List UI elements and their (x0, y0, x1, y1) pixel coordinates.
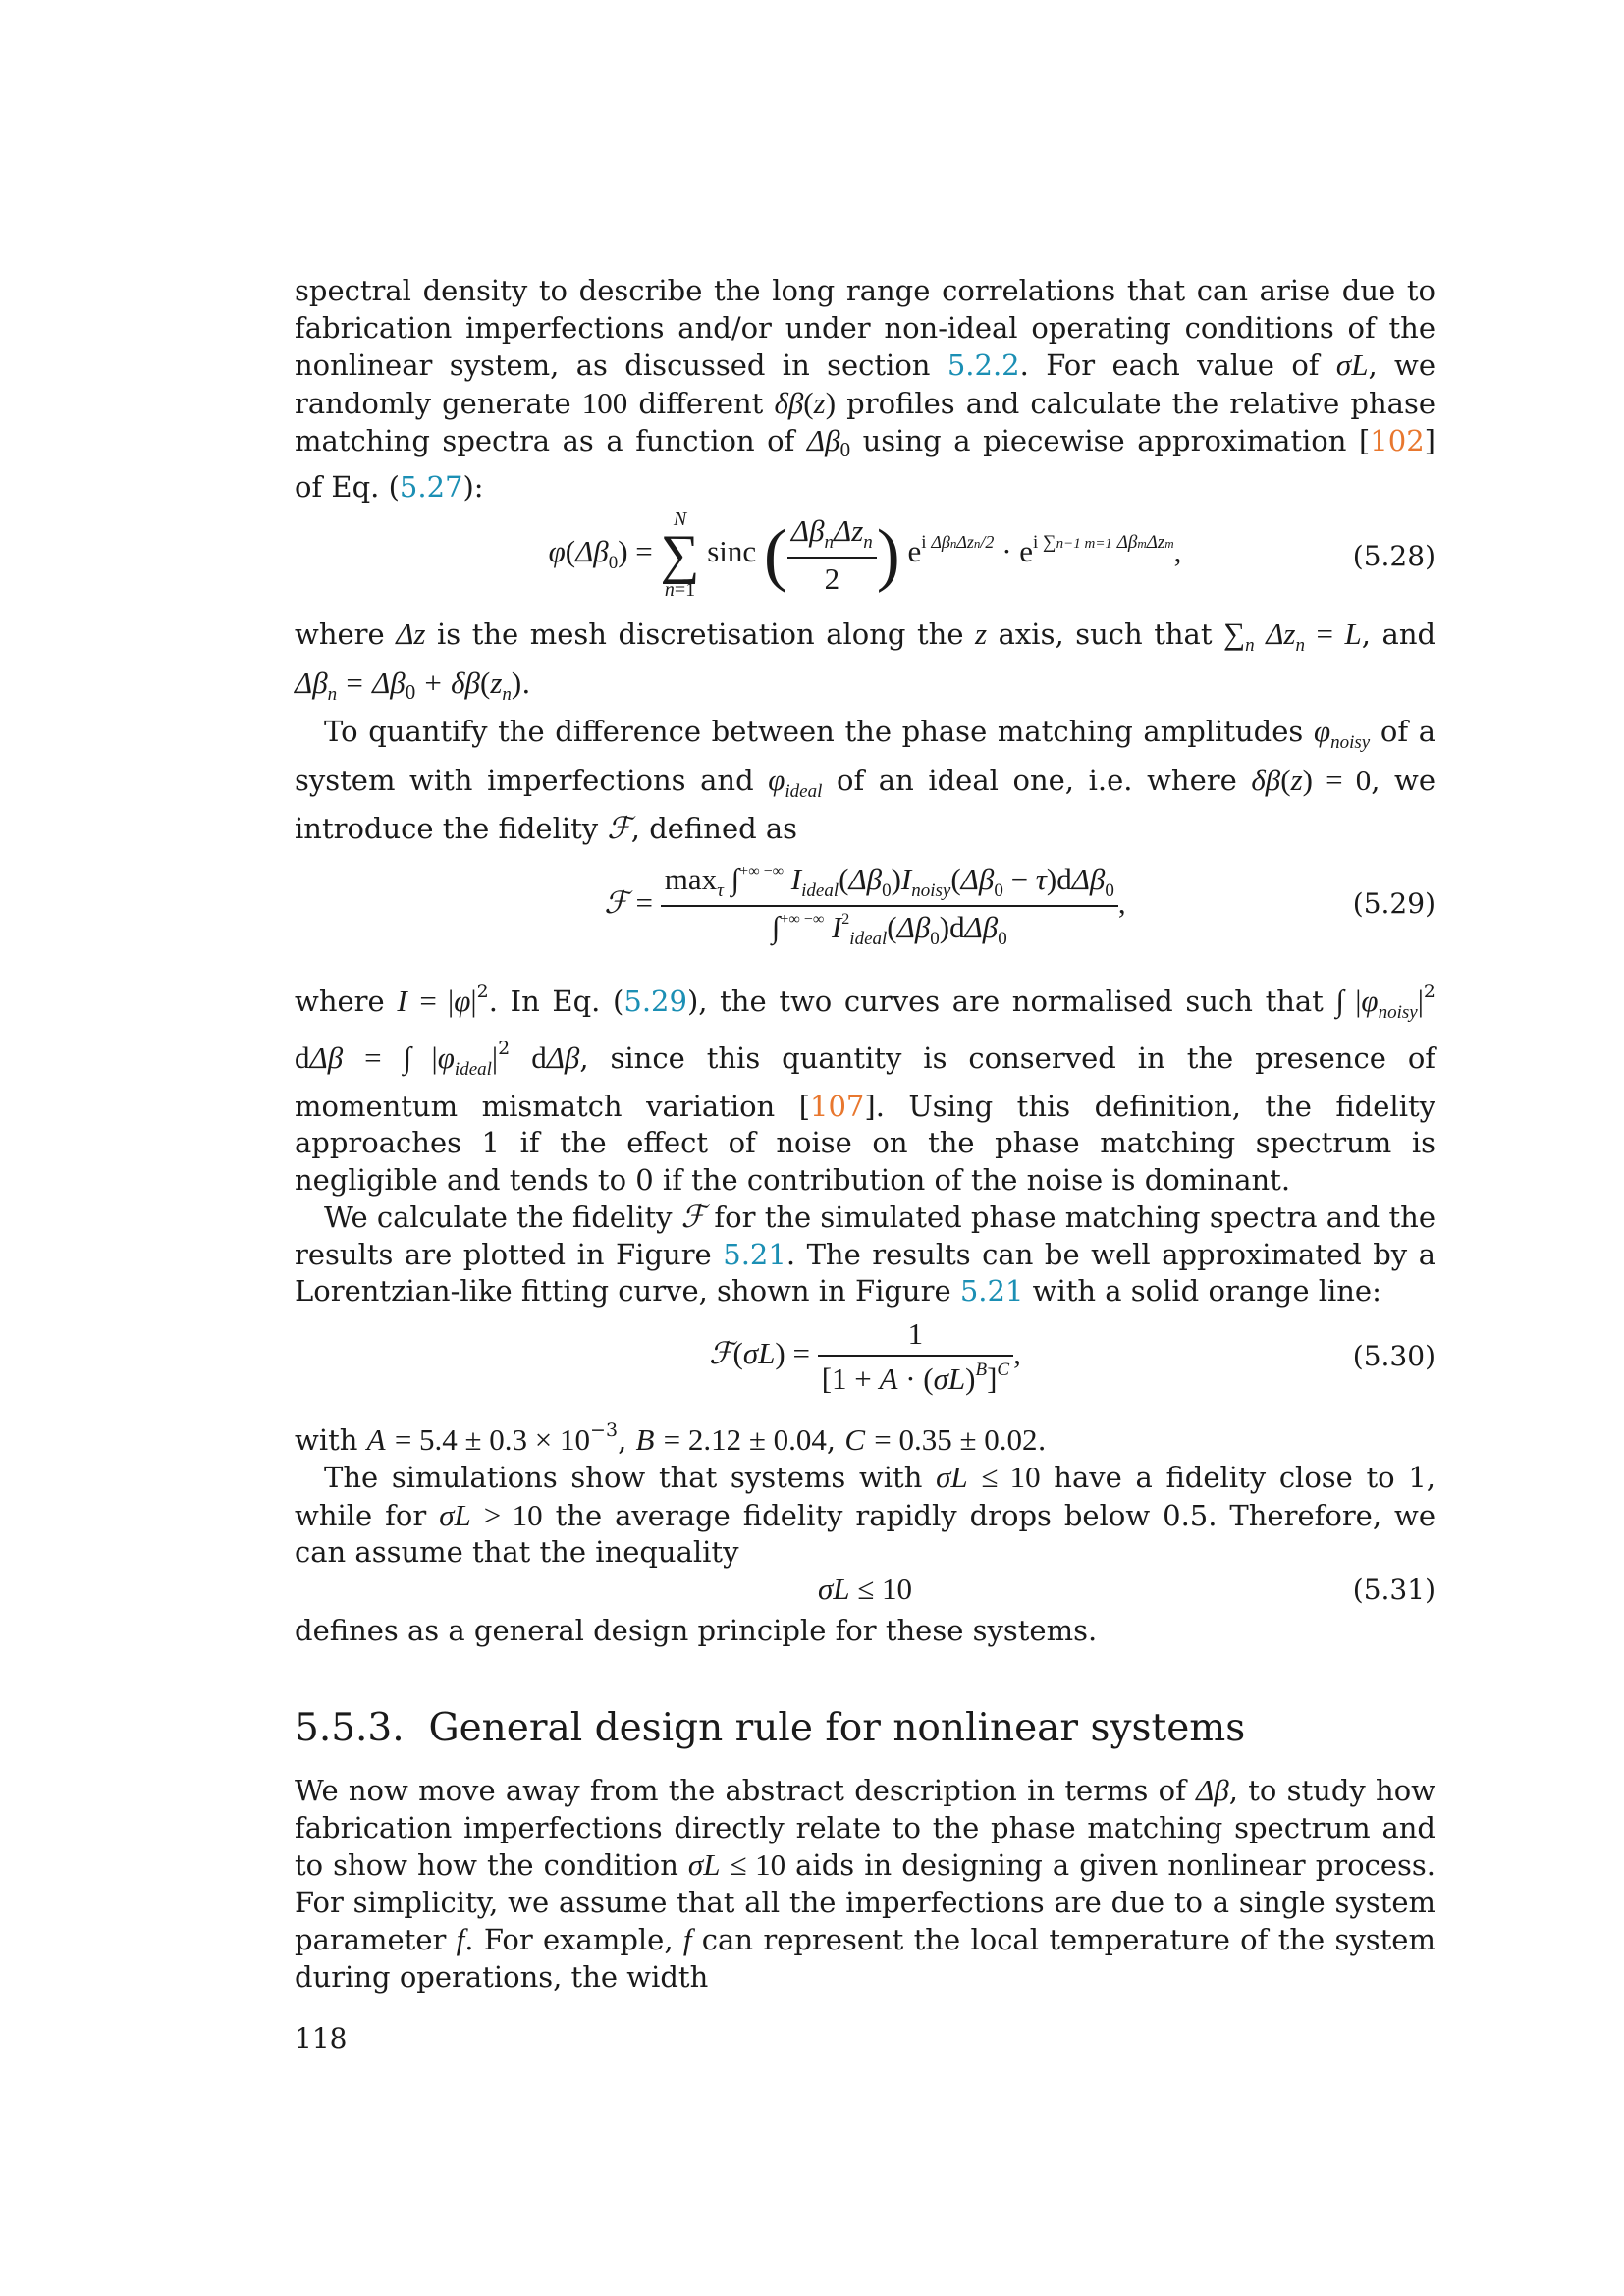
page-body (295, 273, 1435, 1996)
citation-link[interactable]: 107 (810, 1089, 865, 1123)
section-number: 5.5.3. (295, 1706, 405, 1750)
equation-5-29: ℱ = $\frac{\max_\tau \int^{+\infty -\infty} I_{ideal}(\Delta\beta_0)I_{noisy}(\Delta\beta_0 - \tau)d\Delta\beta_0}{\int^{+\infty -\infty} I^2_{ideal}(\Delta\beta_0)d\Delta\beta_0}$ , (5.29) (604, 861, 1435, 949)
equation-number: (5.29) (1352, 886, 1435, 920)
paragraph-6: with $A = 5.4 \pm 0.3 \times 10^{-3}$, B = 2.12 ± 0.04, C = 0.35 ± 0.02. (295, 1418, 1047, 1457)
paragraph-4: where $I = |\varphi|^2$. In Eq. (5.29), the two curves are normalised such that ∫ $|\varphi_{noisy}|^2$ dΔβ = ∫ $|\varphi_{ideal}|^2$ dΔβ, since this quantity is conserved in the presence of momentum mismatch variation [107]. Using this definition, the fidelity approaches 1 if the effect of noise on the phase matching spectrum is negligible and tends to 0 if the contribution of the noise is dominant. (295, 980, 1436, 1197)
section-heading (295, 1706, 1435, 1750)
paragraph-3: To quantify the difference between the phase matching amplitudes $\varphi_{noisy}$ of a system with imperfections and $\varphi_{ideal}$ of an ideal one, i.e. where δβ(z) = 0, we introduce the fidelity ℱ, defined as (295, 714, 1436, 845)
page-number: 118 (295, 2022, 348, 2055)
equation-number: (5.30) (1352, 1339, 1435, 1372)
paragraph-2: where Δz is the mesh discretisation along the z axis, such that $\sum_n$ $\Delta z_n = L$, and $\Delta\beta_n = \Delta\beta_0 + \delta\beta(z_n)$. (295, 616, 1436, 705)
figure-link[interactable]: 5.21 (959, 1274, 1024, 1308)
citation-link[interactable]: 102 (1370, 424, 1425, 457)
paragraph-1: spectral density to describe the long range correlations that can arise due to fabrication imperfections and/or under non-ideal operating conditions of the nonlinear system, as discussed in section 5.2.2. For each value of σL, we randomly generate 100 different δβ(z) profiles and calculate the relative phase matching spectra as a function of $\Delta\beta_0$ using a piecewise approximation [102] of Eq. (5.27): (295, 274, 1436, 504)
equation-5-28: $\varphi(\Delta\beta_0)$ = N ∑ n=1 sinc ( $\frac{\Delta\beta_n\Delta z_n}{2}$ ) $e^{i \Delta\beta n\Delta zn/2} \cdot e^{i \sum n-1 m=1 \Delta\beta m\Delta zm}$, (5.28) (548, 508, 1435, 601)
equation-link[interactable]: 5.27 (399, 469, 463, 504)
equation-5-31: σL ≤ 10 (5.31) (817, 1571, 1435, 1606)
equation-5-30: ℱ(σL) = $\frac{1}{[1 + A \cdot (\sigma L)^B]^C}$ , (5.30) (709, 1315, 1435, 1396)
paragraph-5: We calculate the fidelity ℱ for the simulated phase matching spectra and the results are plotted in Figure 5.21. The results can be well approximated by a Lorentzian-like fitting curve, shown in Figure 5.21 with a solid orange line: (295, 1200, 1435, 1308)
equation-number: (5.31) (1352, 1573, 1435, 1606)
figure-link[interactable]: 5.21 (723, 1237, 786, 1271)
paragraph-7: The simulations show that systems with σL ≤ 10 have a fidelity close to 1, while for σL > 10 the average fidelity rapidly drops below 0.5. Therefore, we can assume that the inequality (295, 1460, 1436, 1569)
section-title: General design rule for nonlinear systems (428, 1706, 1246, 1750)
paragraph-8: defines as a general design principle for these systems. (295, 1613, 1098, 1647)
paragraph-9: We now move away from the abstract description in terms of Δβ, to study how fabrication imperfections directly relate to the phase matching spectrum and to show how the condition σL ≤ 10 aids in designing a given nonlinear process. For simplicity, we assume that all the imperfections are due to a single system parameter f. For example, f can represent the local temperature of the system during operations, the width (295, 1773, 1436, 1994)
equation-link[interactable]: 5.29 (623, 984, 687, 1018)
section-link[interactable]: 5.2.2 (947, 348, 1020, 382)
equation-number: (5.28) (1352, 540, 1435, 572)
